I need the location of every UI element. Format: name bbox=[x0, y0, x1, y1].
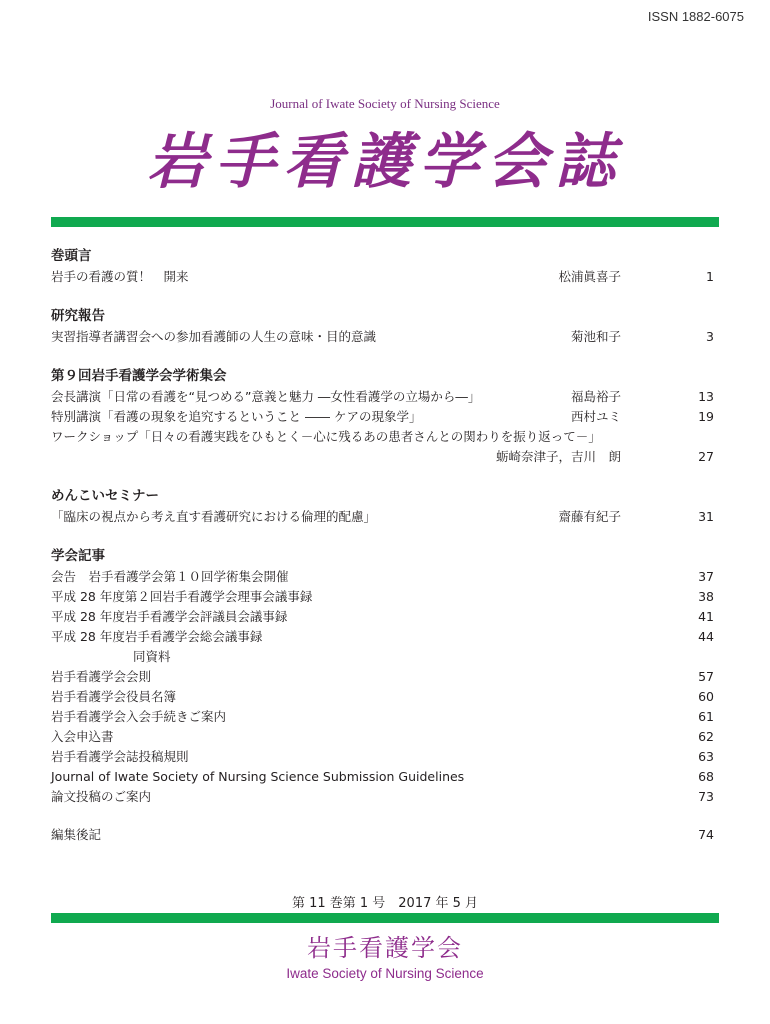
society-name-en: Iwate Society of Nursing Science bbox=[286, 966, 484, 981]
toc-section bbox=[51, 485, 719, 527]
toc-entry bbox=[51, 407, 719, 427]
entry-title: 実習指導者講習会への参加看護師の人生の意味・目的意識 bbox=[51, 329, 377, 344]
entry-page: 3 bbox=[706, 329, 714, 344]
entry-title: 岩手看護学会入会手続きご案内 bbox=[51, 709, 227, 724]
entry-author: 松浦眞喜子 bbox=[558, 269, 621, 284]
toc-entry bbox=[51, 647, 719, 667]
section-heading: 巻頭言 bbox=[51, 248, 92, 264]
entry-title: 同資料 bbox=[133, 649, 171, 664]
entry-author: 福島裕子 bbox=[570, 389, 621, 404]
entry-title: 会告 岩手看護学会第１０回学術集会開催 bbox=[51, 569, 289, 584]
toc-entry bbox=[51, 747, 719, 767]
toc-entry bbox=[51, 767, 719, 787]
entry-page: 68 bbox=[698, 769, 714, 784]
entry-author: 蛎崎奈津子，吉川 朗 bbox=[495, 449, 621, 464]
toc-entry bbox=[51, 587, 719, 607]
toc-entry bbox=[51, 447, 719, 467]
toc-section bbox=[51, 545, 719, 807]
journal-title-jp: 岩手看護学会誌 bbox=[147, 127, 623, 197]
entry-page: 38 bbox=[698, 589, 714, 604]
entry-title: 会長講演「日常の看護を“見つめる”意義と魅力 ―女性看護学の立場から―」 bbox=[51, 389, 481, 404]
toc-entry bbox=[51, 687, 719, 707]
entry-page: 37 bbox=[698, 569, 714, 584]
toc-entry bbox=[51, 727, 719, 747]
society-name-jp: 岩手看護学会 bbox=[307, 934, 463, 962]
toc-entry bbox=[51, 567, 719, 587]
toc-entry bbox=[51, 627, 719, 647]
entry-title: 平成 28 年度岩手看護学会評議員会議事録 bbox=[51, 609, 288, 624]
entry-page: 62 bbox=[698, 729, 714, 744]
section-heading: 第９回岩手看護学会学術集会 bbox=[51, 368, 227, 384]
entry-author: 菊池和子 bbox=[570, 329, 621, 344]
entry-author: 齋藤有紀子 bbox=[558, 509, 621, 524]
toc-entry bbox=[51, 327, 719, 347]
bottom-divider-bar bbox=[51, 913, 719, 923]
volume-info: 第 11 巻第 1 号 2017 年 5 月 bbox=[291, 896, 479, 911]
entry-title: 「臨床の視点から考え直す看護研究における倫理的配慮」 bbox=[51, 509, 377, 524]
entry-title: 岩手看護学会役員名簿 bbox=[51, 689, 177, 704]
entry-page: 73 bbox=[698, 789, 714, 804]
toc-entry bbox=[51, 507, 719, 527]
table-of-contents bbox=[51, 245, 719, 863]
section-heading: 学会記事 bbox=[51, 548, 105, 564]
entry-title: 岩手看護学会誌投稿規則 bbox=[51, 749, 189, 764]
toc-entry bbox=[51, 667, 719, 687]
toc-entry bbox=[51, 825, 719, 845]
toc-entry bbox=[51, 787, 719, 807]
top-divider-bar bbox=[51, 217, 719, 227]
entry-page: 74 bbox=[698, 827, 714, 842]
entry-author: 西村ユミ bbox=[570, 409, 621, 424]
journal-title-en: Journal of Iwate Society of Nursing Science bbox=[270, 96, 500, 111]
entry-page: 41 bbox=[698, 609, 714, 624]
toc-entry bbox=[51, 707, 719, 727]
entry-page: 27 bbox=[698, 449, 714, 464]
entry-page: 60 bbox=[698, 689, 714, 704]
entry-title: 平成 28 年度岩手看護学会総会議事録 bbox=[51, 629, 263, 644]
entry-title: Journal of Iwate Society of Nursing Science Submission Guidelines bbox=[51, 769, 465, 784]
toc-entry bbox=[51, 607, 719, 627]
entry-title: 入会申込書 bbox=[51, 729, 114, 744]
toc-section bbox=[51, 825, 719, 845]
entry-page: 31 bbox=[698, 509, 714, 524]
entry-page: 19 bbox=[698, 409, 714, 424]
entry-page: 1 bbox=[706, 269, 714, 284]
toc-entry bbox=[51, 387, 719, 407]
toc-section bbox=[51, 365, 719, 467]
section-heading: めんこいセミナー bbox=[51, 488, 159, 504]
entry-page: 57 bbox=[698, 669, 714, 684]
entry-page: 13 bbox=[698, 389, 714, 404]
toc-entry bbox=[51, 427, 719, 447]
entry-page: 63 bbox=[698, 749, 714, 764]
entry-title: 特別講演「看護の現象を追究するということ ―― ケアの現象学」 bbox=[51, 409, 422, 424]
entry-title: 論文投稿のご案内 bbox=[51, 789, 152, 804]
entry-title: 岩手看護学会会則 bbox=[51, 669, 152, 684]
section-heading: 研究報告 bbox=[51, 308, 105, 324]
entry-page: 61 bbox=[698, 709, 714, 724]
entry-title: 岩手の看護の質！ 開来 bbox=[51, 269, 189, 284]
toc-section bbox=[51, 245, 719, 287]
entry-title: 編集後記 bbox=[51, 827, 102, 842]
toc-entry bbox=[51, 267, 719, 287]
toc-section bbox=[51, 305, 719, 347]
entry-page: 44 bbox=[698, 629, 714, 644]
issn-number: ISSN 1882-6075 bbox=[647, 9, 744, 24]
entry-title: ワークショップ「日々の看護実践をひもとく－心に残るあの患者さんとの関わりを振り返って－」 bbox=[51, 429, 601, 444]
entry-title: 平成 28 年度第２回岩手看護学会理事会議事録 bbox=[51, 589, 313, 604]
